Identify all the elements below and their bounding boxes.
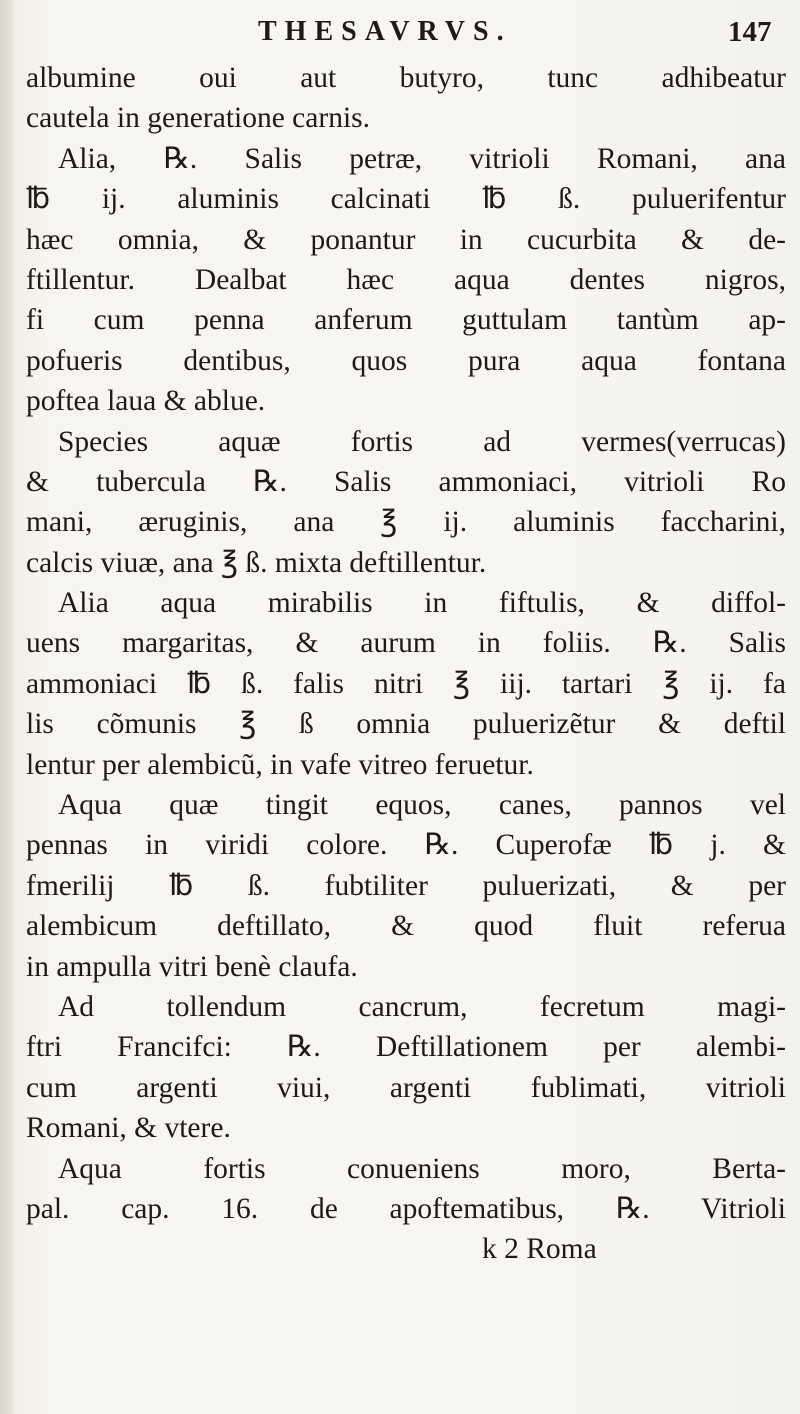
text-line: calcis viuæ, ana ℥ ß. mixta deftillentur.	[26, 546, 487, 579]
running-title: THESAVRVS.	[258, 16, 512, 47]
body-text	[26, 58, 786, 1270]
text-line: ammoniaci ℔ ß. falis nitri ℥ iij. tartari ℥ ij. fa	[26, 667, 786, 700]
running-head	[0, 6, 800, 54]
text-line: mani, æruginis, ana ℥ ij. aluminis faccharini,	[26, 506, 786, 539]
text-line: Alia aqua mirabilis in fiftulis, & diffol-	[58, 587, 786, 620]
text-line: albumine oui aut butyro, tunc adhibeatur	[26, 62, 786, 94]
page-gutter	[0, 0, 14, 1414]
text-line: ftri Francifci: ℞. Deftillationem per alembi-	[26, 1031, 786, 1064]
text-line: uens margaritas, & aurum in foliis. ℞. Salis	[26, 627, 786, 660]
text-line: cum argenti viui, argenti fublimati, vitrioli	[26, 1071, 786, 1104]
text-line: pofueris dentibus, quos pura aqua fontana	[26, 344, 786, 377]
text-line: cautela in generatione carnis.	[26, 102, 370, 135]
text-line: poftea laua & ablue.	[26, 385, 266, 418]
text-line: ℔ ij. aluminis calcinati ℔ ß. puluerifentur	[26, 183, 786, 216]
text-line: lis cõmunis ℥ ß omnia puluerizẽtur & deftil	[26, 708, 786, 741]
text-line: alembicum deftillato, & quod fluit referua	[26, 910, 786, 943]
text-line: Aqua fortis conueniens moro, Berta-	[58, 1152, 786, 1185]
text-line: pennas in viridi colore. ℞. Cuperofæ ℔ j. &	[26, 829, 786, 862]
text-line: in ampulla vitri benè claufa.	[26, 950, 358, 983]
text-line: fi cum penna anferum guttulam tantùm ap-	[26, 304, 786, 337]
text-line: hæc omnia, & ponantur in cucurbita & de-	[26, 223, 786, 256]
page-number: 147	[728, 16, 772, 48]
text-line: Species aquæ fortis ad vermes(verrucas)	[58, 425, 786, 458]
text-line: Alia, ℞. Salis petræ, vitrioli Romani, ana	[58, 142, 786, 175]
text-line: lentur per alembicũ, in vafe vitreo feruetur.	[26, 748, 534, 781]
text-line: Ad tollendum cancrum, fecretum magi-	[58, 990, 786, 1023]
text-line: pal. cap. 16. de apoftematibus, ℞. Vitrioli	[26, 1192, 786, 1225]
text-line: & tubercula ℞. Salis ammoniaci, vitrioli Ro	[26, 465, 786, 498]
text-line: Aqua quæ tingit equos, canes, pannos vel	[58, 789, 786, 822]
text-line: fmerilij ℔ ß. fubtiliter puluerizati, & per	[26, 869, 786, 902]
text-line: ftillentur. Dealbat hæc aqua dentes nigros,	[26, 263, 786, 296]
text-line: Romani, & vtere.	[26, 1112, 231, 1145]
text-line: k 2 Roma	[482, 1233, 597, 1266]
